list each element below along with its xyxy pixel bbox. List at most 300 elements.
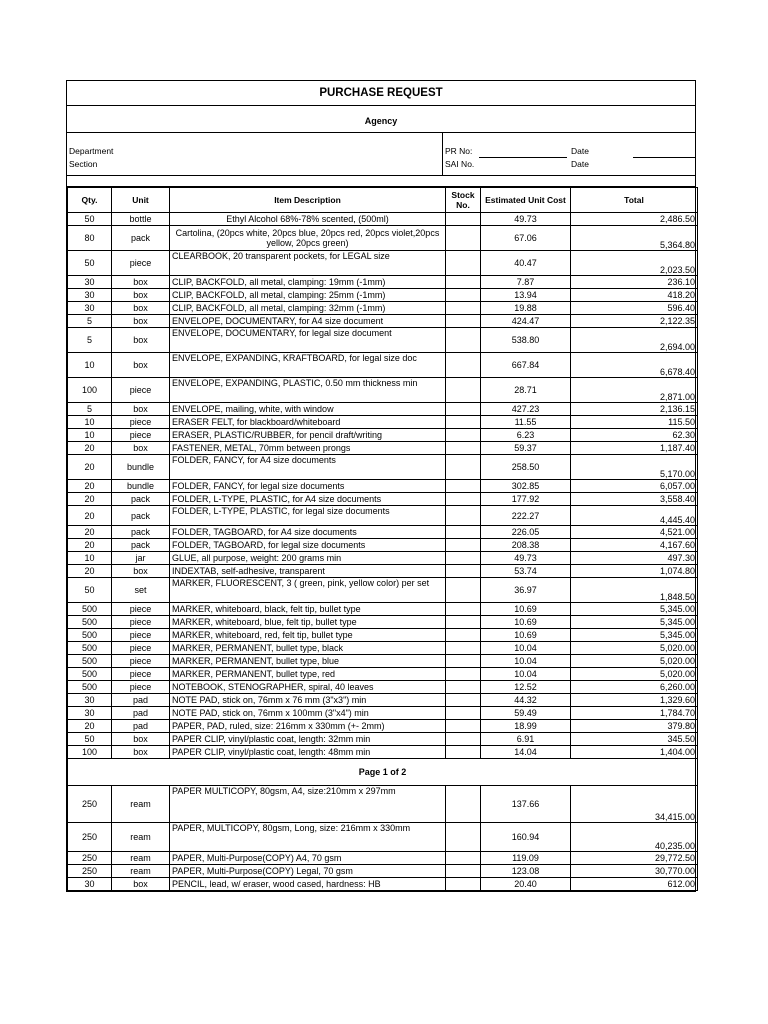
qty-cell: 10: [68, 429, 112, 442]
total-cell: 5,345.00: [571, 603, 698, 616]
unit-cell: piece: [112, 616, 170, 629]
qty-cell: 10: [68, 353, 112, 378]
table-row: [68, 315, 698, 328]
stock-no-cell: [446, 251, 481, 276]
unit-cell: ream: [112, 823, 170, 852]
description-cell: PENCIL, lead, w/ eraser, wood cased, hardness: HB: [170, 878, 446, 891]
stock-no-cell: [446, 642, 481, 655]
purchase-request-form: [66, 80, 696, 892]
stock-no-cell: [446, 852, 481, 865]
stock-no-cell: [446, 539, 481, 552]
stock-no-cell: [446, 442, 481, 455]
stock-no-cell: [446, 315, 481, 328]
qty-cell: 500: [68, 603, 112, 616]
items-table: [67, 187, 698, 891]
items-page-2: [68, 786, 698, 891]
form-title: PURCHASE REQUEST: [67, 81, 695, 106]
stock-no-cell: [446, 526, 481, 539]
unit-cell: pack: [112, 506, 170, 526]
unit-cell: pad: [112, 694, 170, 707]
table-row: [68, 506, 698, 526]
qty-cell: 10: [68, 552, 112, 565]
description-cell: FOLDER, L-TYPE, PLASTIC, for legal size documents: [170, 506, 446, 526]
unit-cost-cell: 13.94: [481, 289, 571, 302]
qty-cell: 20: [68, 506, 112, 526]
total-cell: 5,170.00: [571, 455, 698, 480]
date-field: [633, 157, 695, 158]
description-cell: PAPER, Multi-Purpose(COPY) A4, 70 gsm: [170, 852, 446, 865]
unit-cell: piece: [112, 642, 170, 655]
unit-cost-cell: 10.04: [481, 655, 571, 668]
stock-no-cell: [446, 668, 481, 681]
unit-cell: box: [112, 353, 170, 378]
page-label-row: [68, 759, 698, 786]
total-cell: 115.50: [571, 416, 698, 429]
unit-cost-cell: 53.74: [481, 565, 571, 578]
unit-cell: pad: [112, 720, 170, 733]
stock-no-cell: [446, 707, 481, 720]
section-label: Section: [69, 159, 98, 169]
total-cell: 2,871.00: [571, 378, 698, 403]
total-cell: 379.80: [571, 720, 698, 733]
total-cell: 6,260.00: [571, 681, 698, 694]
stock-no-cell: [446, 629, 481, 642]
total-cell: 1,329.60: [571, 694, 698, 707]
table-row: [68, 416, 698, 429]
pr-no-field: [479, 157, 567, 158]
table-row: [68, 733, 698, 746]
table-row: [68, 289, 698, 302]
unit-cost-cell: 19.88: [481, 302, 571, 315]
unit-cost-cell: 44.32: [481, 694, 571, 707]
description-cell: PAPER CLIP, vinyl/plastic coat, length: 48mm min: [170, 746, 446, 759]
stock-no-cell: [446, 403, 481, 416]
qty-cell: 30: [68, 878, 112, 891]
pr-no-label: PR No:: [445, 146, 473, 156]
unit-cell: box: [112, 276, 170, 289]
total-cell: 236.10: [571, 276, 698, 289]
total-cell: 418.20: [571, 289, 698, 302]
description-cell: Ethyl Alcohol 68%-78% scented, (500ml): [170, 213, 446, 226]
table-row: [68, 480, 698, 493]
qty-cell: 500: [68, 616, 112, 629]
qty-cell: 5: [68, 403, 112, 416]
unit-cost-cell: 49.73: [481, 213, 571, 226]
qty-cell: 20: [68, 493, 112, 506]
info-divider: [442, 133, 443, 175]
total-cell: 1,074.80: [571, 565, 698, 578]
qty-cell: 500: [68, 629, 112, 642]
table-row: [68, 276, 698, 289]
unit-cell: box: [112, 878, 170, 891]
table-row: [68, 720, 698, 733]
description-cell: PAPER, PAD, ruled, size: 216mm x 330mm (+- 2mm): [170, 720, 446, 733]
qty-cell: 20: [68, 720, 112, 733]
page-separator: [68, 759, 698, 786]
table-row: [68, 378, 698, 403]
unit-cost-cell: 226.05: [481, 526, 571, 539]
qty-cell: 5: [68, 328, 112, 353]
total-cell: 1,784.70: [571, 707, 698, 720]
description-cell: PAPER, Multi-Purpose(COPY) Legal, 70 gsm: [170, 865, 446, 878]
total-cell: 1,404.00: [571, 746, 698, 759]
total-cell: 2,694.00: [571, 328, 698, 353]
stock-no-cell: [446, 302, 481, 315]
unit-cell: box: [112, 315, 170, 328]
description-cell: FOLDER, FANCY, for legal size documents: [170, 480, 446, 493]
description-cell: NOTE PAD, stick on, 76mm x 100mm (3"x4") min: [170, 707, 446, 720]
unit-cell: piece: [112, 378, 170, 403]
unit-cost-cell: 667.84: [481, 353, 571, 378]
qty-cell: 50: [68, 251, 112, 276]
unit-cell: piece: [112, 429, 170, 442]
total-cell: 6,678.40: [571, 353, 698, 378]
table-row: [68, 694, 698, 707]
unit-cost-cell: 177.92: [481, 493, 571, 506]
table-row: [68, 681, 698, 694]
description-cell: MARKER, PERMANENT, bullet type, black: [170, 642, 446, 655]
table-row: [68, 823, 698, 852]
stock-no-cell: [446, 493, 481, 506]
description-cell: MARKER, PERMANENT, bullet type, blue: [170, 655, 446, 668]
stock-no-header: Stock No.: [446, 188, 481, 213]
stock-no-cell: [446, 353, 481, 378]
date-label-2: Date: [571, 159, 589, 169]
department-label: Department: [69, 146, 114, 156]
description-cell: INDEXTAB, self-adhesive, transparent: [170, 565, 446, 578]
description-cell: FOLDER, L-TYPE, PLASTIC, for A4 size documents: [170, 493, 446, 506]
unit-cell: box: [112, 289, 170, 302]
qty-cell: 20: [68, 455, 112, 480]
total-cell: 34,415.00: [571, 786, 698, 823]
description-cell: MARKER, FLUORESCENT, 3 ( green, pink, yellow color) per set: [170, 578, 446, 603]
stock-no-cell: [446, 655, 481, 668]
unit-cost-cell: 28.71: [481, 378, 571, 403]
total-cell: 2,122.35: [571, 315, 698, 328]
table-row: [68, 455, 698, 480]
qty-cell: 30: [68, 276, 112, 289]
stock-no-cell: [446, 378, 481, 403]
qty-cell: 30: [68, 694, 112, 707]
total-cell: 62.30: [571, 429, 698, 442]
stock-no-cell: [446, 565, 481, 578]
qty-cell: 100: [68, 378, 112, 403]
qty-cell: 500: [68, 668, 112, 681]
table-row: [68, 578, 698, 603]
unit-cost-cell: 7.87: [481, 276, 571, 289]
unit-cell: box: [112, 403, 170, 416]
unit-cost-cell: 10.04: [481, 642, 571, 655]
description-cell: ENVELOPE, DOCUMENTARY, for A4 size document: [170, 315, 446, 328]
total-cell: 5,020.00: [571, 655, 698, 668]
unit-cost-cell: 10.69: [481, 603, 571, 616]
unit-cell: piece: [112, 668, 170, 681]
unit-cost-cell: 208.38: [481, 539, 571, 552]
date-label-1: Date: [571, 146, 589, 156]
table-row: [68, 603, 698, 616]
unit-cell: ream: [112, 786, 170, 823]
stock-no-cell: [446, 865, 481, 878]
unit-cost-cell: 59.49: [481, 707, 571, 720]
unit-cost-cell: 18.99: [481, 720, 571, 733]
unit-cost-cell: 427.23: [481, 403, 571, 416]
description-cell: ENVELOPE, EXPANDING, PLASTIC, 0.50 mm thickness min: [170, 378, 446, 403]
total-cell: 30,770.00: [571, 865, 698, 878]
description-cell: CLIP, BACKFOLD, all metal, clamping: 25mm (-1mm): [170, 289, 446, 302]
unit-cell: set: [112, 578, 170, 603]
stock-no-cell: [446, 552, 481, 565]
table-row: [68, 403, 698, 416]
total-cell: 40,235.00: [571, 823, 698, 852]
unit-cost-cell: 302.85: [481, 480, 571, 493]
table-row: [68, 353, 698, 378]
total-cell: 2,023.50: [571, 251, 698, 276]
table-row: [68, 251, 698, 276]
unit-cell: box: [112, 746, 170, 759]
qty-cell: 30: [68, 289, 112, 302]
unit-cost-cell: 424.47: [481, 315, 571, 328]
qty-cell: 50: [68, 733, 112, 746]
qty-cell: 50: [68, 213, 112, 226]
qty-cell: 250: [68, 823, 112, 852]
unit-cost-cell: 137.66: [481, 786, 571, 823]
qty-cell: 250: [68, 865, 112, 878]
agency-label: Agency: [67, 106, 695, 133]
unit-cost-cell: 160.94: [481, 823, 571, 852]
unit-cell: box: [112, 302, 170, 315]
qty-cell: 5: [68, 315, 112, 328]
stock-no-cell: [446, 694, 481, 707]
sai-no-label: SAI No.: [445, 159, 475, 169]
description-cell: PAPER, MULTICOPY, 80gsm, Long, size: 216mm x 330mm: [170, 823, 446, 852]
unit-cell: pack: [112, 226, 170, 251]
description-cell: FOLDER, FANCY, for A4 size documents: [170, 455, 446, 480]
table-row: [68, 852, 698, 865]
total-cell: 4,445.40: [571, 506, 698, 526]
unit-cost-cell: 59.37: [481, 442, 571, 455]
table-row: [68, 616, 698, 629]
unit-cell: piece: [112, 416, 170, 429]
qty-cell: 30: [68, 707, 112, 720]
qty-cell: 250: [68, 852, 112, 865]
description-cell: CLIP, BACKFOLD, all metal, clamping: 19mm (-1mm): [170, 276, 446, 289]
unit-cell: box: [112, 565, 170, 578]
items-page-1: [68, 213, 698, 759]
table-row: [68, 878, 698, 891]
table-row: [68, 213, 698, 226]
total-cell: 2,486.50: [571, 213, 698, 226]
table-row: [68, 328, 698, 353]
total-cell: 4,521.00: [571, 526, 698, 539]
table-row: [68, 429, 698, 442]
total-cell: 2,136.15: [571, 403, 698, 416]
unit-cell: ream: [112, 852, 170, 865]
qty-cell: 500: [68, 655, 112, 668]
unit-cost-cell: 10.69: [481, 616, 571, 629]
description-cell: ERASER, PLASTIC/RUBBER, for pencil draft/writing: [170, 429, 446, 442]
stock-no-cell: [446, 786, 481, 823]
stock-no-cell: [446, 681, 481, 694]
table-row: [68, 865, 698, 878]
qty-cell: 20: [68, 565, 112, 578]
description-cell: ENVELOPE, EXPANDING, KRAFTBOARD, for legal size doc: [170, 353, 446, 378]
description-header: Item Description: [170, 188, 446, 213]
total-header: Total: [571, 188, 698, 213]
description-cell: GLUE, all purpose, weight: 200 grams min: [170, 552, 446, 565]
table-row: [68, 302, 698, 315]
total-cell: 612.00: [571, 878, 698, 891]
total-cell: 345.50: [571, 733, 698, 746]
table-row: [68, 746, 698, 759]
stock-no-cell: [446, 720, 481, 733]
request-info-block: [67, 133, 695, 176]
table-row: [68, 655, 698, 668]
total-cell: 29,772.50: [571, 852, 698, 865]
description-cell: FOLDER, TAGBOARD, for legal size documents: [170, 539, 446, 552]
unit-cost-cell: 49.73: [481, 552, 571, 565]
total-cell: 5,364.80: [571, 226, 698, 251]
unit-cell: piece: [112, 251, 170, 276]
unit-cost-cell: 119.09: [481, 852, 571, 865]
table-row: [68, 629, 698, 642]
unit-cell: box: [112, 733, 170, 746]
unit-cost-cell: 10.69: [481, 629, 571, 642]
unit-cell: piece: [112, 681, 170, 694]
total-cell: 6,057.00: [571, 480, 698, 493]
unit-cell: piece: [112, 629, 170, 642]
unit-cost-cell: 20.40: [481, 878, 571, 891]
unit-cell: pad: [112, 707, 170, 720]
unit-cost-header: Estimated Unit Cost: [481, 188, 571, 213]
stock-no-cell: [446, 429, 481, 442]
qty-cell: 80: [68, 226, 112, 251]
description-cell: FOLDER, TAGBOARD, for A4 size documents: [170, 526, 446, 539]
stock-no-cell: [446, 878, 481, 891]
total-cell: 1,848.50: [571, 578, 698, 603]
unit-cell: piece: [112, 655, 170, 668]
unit-header: Unit: [112, 188, 170, 213]
table-row: [68, 642, 698, 655]
table-row: [68, 786, 698, 823]
unit-cell: jar: [112, 552, 170, 565]
stock-no-cell: [446, 733, 481, 746]
table-row: [68, 668, 698, 681]
unit-cost-cell: 36.97: [481, 578, 571, 603]
unit-cost-cell: 67.06: [481, 226, 571, 251]
description-cell: MARKER, PERMANENT, bullet type, red: [170, 668, 446, 681]
qty-cell: 30: [68, 302, 112, 315]
stock-no-cell: [446, 578, 481, 603]
qty-cell: 20: [68, 442, 112, 455]
stock-no-cell: [446, 746, 481, 759]
description-cell: ERASER FELT, for blackboard/whiteboard: [170, 416, 446, 429]
unit-cost-cell: 11.55: [481, 416, 571, 429]
description-cell: FASTENER, METAL, 70mm between prongs: [170, 442, 446, 455]
total-cell: 1,187.40: [571, 442, 698, 455]
unit-cost-cell: 6.91: [481, 733, 571, 746]
table-row: [68, 565, 698, 578]
qty-cell: 20: [68, 480, 112, 493]
qty-cell: 20: [68, 526, 112, 539]
unit-cell: pack: [112, 539, 170, 552]
stock-no-cell: [446, 289, 481, 302]
total-cell: 4,167.60: [571, 539, 698, 552]
description-cell: PAPER MULTICOPY, 80gsm, A4, size:210mm x 297mm: [170, 786, 446, 823]
stock-no-cell: [446, 455, 481, 480]
stock-no-cell: [446, 616, 481, 629]
unit-cost-cell: 10.04: [481, 668, 571, 681]
description-cell: NOTEBOOK, STENOGRAPHER, spiral, 40 leaves: [170, 681, 446, 694]
stock-no-cell: [446, 823, 481, 852]
unit-cost-cell: 6.23: [481, 429, 571, 442]
stock-no-cell: [446, 603, 481, 616]
stock-no-cell: [446, 276, 481, 289]
unit-cell: bottle: [112, 213, 170, 226]
description-cell: MARKER, whiteboard, red, felt tip, bullet type: [170, 629, 446, 642]
unit-cost-cell: 14.04: [481, 746, 571, 759]
qty-header: Qty.: [68, 188, 112, 213]
qty-cell: 10: [68, 416, 112, 429]
total-cell: 497.30: [571, 552, 698, 565]
description-cell: NOTE PAD, stick on, 76mm x 76 mm (3"x3") min: [170, 694, 446, 707]
stock-no-cell: [446, 328, 481, 353]
qty-cell: 100: [68, 746, 112, 759]
total-cell: 5,020.00: [571, 642, 698, 655]
table-row: [68, 552, 698, 565]
stock-no-cell: [446, 480, 481, 493]
description-cell: PAPER CLIP, vinyl/plastic coat, length: 32mm min: [170, 733, 446, 746]
description-cell: MARKER, whiteboard, blue, felt tip, bullet type: [170, 616, 446, 629]
total-cell: 3,558.40: [571, 493, 698, 506]
spacer-row: [67, 176, 695, 187]
qty-cell: 50: [68, 578, 112, 603]
description-cell: ENVELOPE, mailing, white, with window: [170, 403, 446, 416]
unit-cost-cell: 12.52: [481, 681, 571, 694]
description-cell: ENVELOPE, DOCUMENTARY, for legal size document: [170, 328, 446, 353]
qty-cell: 500: [68, 681, 112, 694]
unit-cell: bundle: [112, 480, 170, 493]
description-cell: CLIP, BACKFOLD, all metal, clamping: 32mm (-1mm): [170, 302, 446, 315]
table-row: [68, 539, 698, 552]
unit-cell: piece: [112, 603, 170, 616]
unit-cost-cell: 123.08: [481, 865, 571, 878]
stock-no-cell: [446, 226, 481, 251]
table-row: [68, 442, 698, 455]
description-cell: MARKER, whiteboard, black, felt tip, bullet type: [170, 603, 446, 616]
unit-cell: bundle: [112, 455, 170, 480]
stock-no-cell: [446, 416, 481, 429]
qty-cell: 20: [68, 539, 112, 552]
unit-cell: pack: [112, 526, 170, 539]
table-row: [68, 526, 698, 539]
total-cell: 5,020.00: [571, 668, 698, 681]
description-cell: CLEARBOOK, 20 transparent pockets, for LEGAL size: [170, 251, 446, 276]
table-row: [68, 226, 698, 251]
stock-no-cell: [446, 506, 481, 526]
table-header-row: [68, 188, 698, 213]
qty-cell: 250: [68, 786, 112, 823]
unit-cell: box: [112, 328, 170, 353]
unit-cell: ream: [112, 865, 170, 878]
total-cell: 5,345.00: [571, 616, 698, 629]
description-cell: Cartolina, (20pcs white, 20pcs blue, 20pcs red, 20pcs violet,20pcs yellow, 20pcs green): [170, 226, 446, 251]
stock-no-cell: [446, 213, 481, 226]
total-cell: 5,345.00: [571, 629, 698, 642]
unit-cell: box: [112, 442, 170, 455]
table-row: [68, 493, 698, 506]
qty-cell: 500: [68, 642, 112, 655]
page-label: Page 1 of 2: [68, 759, 698, 786]
